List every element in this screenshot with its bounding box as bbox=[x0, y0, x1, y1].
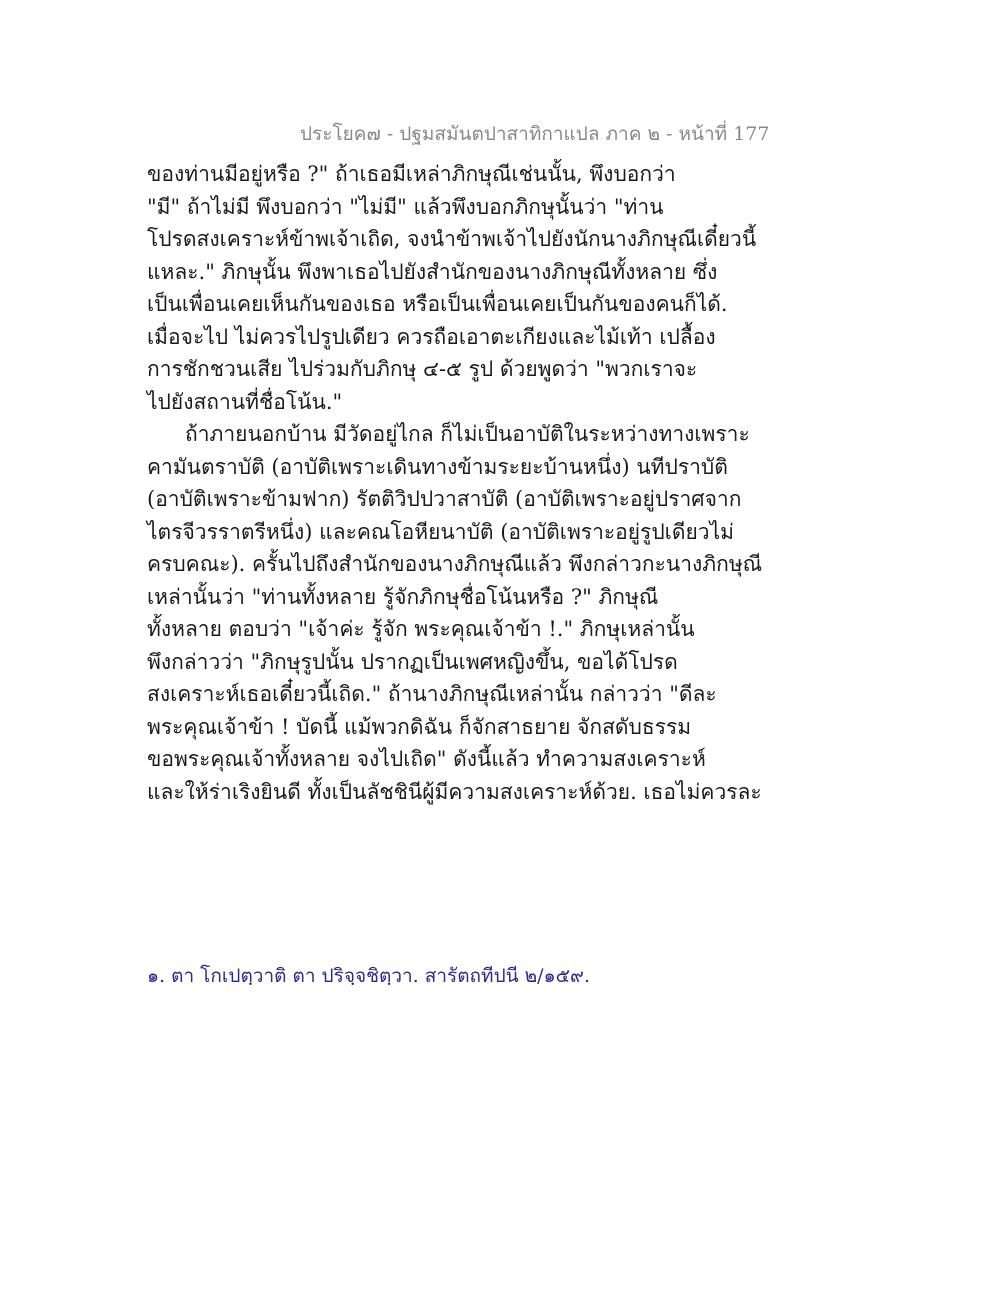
body-line: ไปยังสถานที่ชื่อโน้น." bbox=[147, 389, 343, 414]
body-line: ขอพระคุณเจ้าทั้งหลาย จงไปเถิด" ดังนี้แล้ว ทำความสงเคราะห์ bbox=[147, 747, 706, 771]
body-line: คามันตราบัติ (อาบัติเพราะเดินทางข้ามระยะบ้านหนึ่ง) นทีปราบัติ bbox=[147, 454, 728, 479]
body-line: สงเคราะห์เธอเดี๋ยวนี้เถิด." ถ้านางภิกษุณีเหล่านั้น กล่าวว่า "ดีละ bbox=[147, 682, 717, 706]
body-line: ครบคณะ). ครั้นไปถึงสำนักของนางภิกษุณีแล้ว พึงกล่าวกะนางภิกษุณี bbox=[147, 552, 763, 576]
body-text bbox=[147, 158, 763, 808]
body-line: ของท่านมีอยู่หรือ ?" ถ้าเธอมีเหล่าภิกษุณีเช่นนั้น, พึงบอกว่า bbox=[147, 162, 676, 186]
body-line: เมื่อจะไป ไม่ควรไปรูปเดียว ควรถือเอาตะเกียงและไม้เท้า เปลื้อง bbox=[147, 324, 716, 349]
body-line: "มี" ถ้าไม่มี พึงบอกว่า "ไม่มี" แล้วพึงบอกภิกษุนั้นว่า "ท่าน bbox=[147, 194, 664, 219]
running-header: ประโยค๗ - ปฐมสมันตปาสาทิกาแปล ภาค ๒ - หน้าที่ 177 bbox=[300, 123, 770, 145]
paragraph-first-line: ถ้าภายนอกบ้าน มีวัดอยู่ไกล ก็ไม่เป็นอาบัติในระหว่างทางเพราะ bbox=[185, 422, 750, 446]
body-line: ทั้งหลาย ตอบว่า "เจ้าค่ะ รู้จัก พระคุณเจ้าข้า !." ภิกษุเหล่านั้น bbox=[147, 617, 695, 641]
body-line: พระคุณเจ้าข้า ! บัดนี้ แม้พวกดิฉัน ก็จักสาธยาย จักสดับธรรม bbox=[147, 714, 692, 739]
body-line: แหละ." ภิกษุนั้น พึงพาเธอไปยังสำนักของนางภิกษุณีทั้งหลาย ซึ่ง bbox=[147, 259, 718, 284]
footnote: ๑. ตา โกเปตฺวาติ ตา ปริจฺจชิตฺวา. สารัตถทีปนี ๒/๑๕๙. bbox=[147, 965, 590, 987]
body-line: การชักชวนเสีย ไปร่วมกับภิกษุ ๔-๕ รูป ด้วยพูดว่า "พวกเราจะ bbox=[147, 357, 698, 381]
body-line: เป็นเพื่อนเคยเห็นกันของเธอ หรือเป็นเพื่อนเคยเป็นกันของคนก็ได้. bbox=[147, 292, 728, 316]
body-line: เหล่านั้นว่า "ท่านทั้งหลาย รู้จักภิกษุชื่อโน้นหรือ ?" ภิกษุณี bbox=[147, 584, 659, 609]
body-line: พึงกล่าวว่า "ภิกษุรูปนั้น ปรากฏเป็นเพศหญิงขึ้น, ขอได้โปรด bbox=[147, 649, 678, 674]
body-line: โปรดสงเคราะห์ข้าพเจ้าเถิด, จงนำข้าพเจ้าไปยังนักนางภิกษุณีเดี๋ยวนี้ bbox=[147, 227, 757, 251]
body-line: ไตรจีวรราตรีหนึ่ง) และคณโอหียนาบัติ (อาบัติเพราะอยู่รูปเดียวไม่ bbox=[147, 519, 734, 544]
body-line: และให้ร่าเริงยินดี ทั้งเป็นลัชชินีผู้มีความสงเคราะห์ด้วย. เธอไม่ควรละ bbox=[147, 779, 762, 804]
body-line: (อาบัติเพราะข้ามฟาก) รัตติวิปปวาสาบัติ (อาบัติเพราะอยู่ปราศจาก bbox=[147, 487, 742, 511]
